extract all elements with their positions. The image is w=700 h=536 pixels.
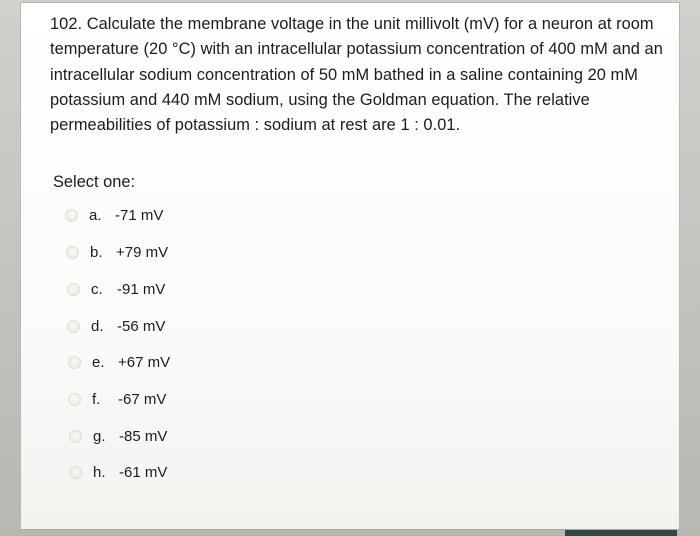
option-e[interactable]: [68, 350, 170, 374]
option-letter: f.: [92, 390, 101, 408]
option-letter: h.: [93, 463, 106, 481]
option-a[interactable]: [65, 203, 163, 227]
option-letter: g.: [93, 427, 106, 445]
option-h[interactable]: [69, 460, 167, 484]
option-letter: e.: [92, 353, 105, 371]
option-letter: a.: [89, 206, 102, 224]
option-value: -67 mV: [118, 390, 167, 408]
radio-icon[interactable]: [67, 320, 80, 333]
radio-icon[interactable]: [68, 356, 81, 369]
option-letter: d.: [91, 317, 104, 335]
option-value: -61 mV: [119, 463, 168, 481]
option-value: -71 mV: [115, 206, 164, 224]
radio-icon[interactable]: [66, 246, 79, 259]
option-letter: c.: [91, 280, 103, 298]
question-text: 102. Calculate the membrane voltage in the unit millivolt (mV) for a neuron at room temperature (20 °C) with an intracellular potassium concentration of 400 mM and an intracellular sodium concentration of 50 mM bathed in a saline containing 20 mM potassium and 440 mM sodium, using the Goldman equation. The relative permeabilities of potassium : sodium at rest are 1 : 0.01.: [50, 15, 663, 135]
select-one-label: Select one:: [53, 173, 136, 191]
option-letter: b.: [90, 243, 103, 261]
option-b[interactable]: [66, 240, 168, 264]
radio-icon[interactable]: [65, 209, 78, 222]
screen-edge-strip: [565, 530, 677, 536]
option-value: +79 mV: [116, 243, 169, 261]
option-value: -85 mV: [119, 427, 168, 445]
option-value: +67 mV: [118, 353, 171, 371]
radio-icon[interactable]: [67, 283, 80, 296]
option-d[interactable]: [67, 314, 165, 338]
option-value: -56 mV: [117, 317, 166, 335]
option-c[interactable]: [67, 277, 165, 301]
option-f[interactable]: [68, 387, 166, 411]
radio-icon[interactable]: [69, 430, 82, 443]
radio-icon[interactable]: [69, 466, 82, 479]
option-g[interactable]: [69, 424, 167, 448]
question-card: [20, 2, 680, 530]
option-value: -91 mV: [117, 280, 166, 298]
radio-icon[interactable]: [68, 393, 81, 406]
